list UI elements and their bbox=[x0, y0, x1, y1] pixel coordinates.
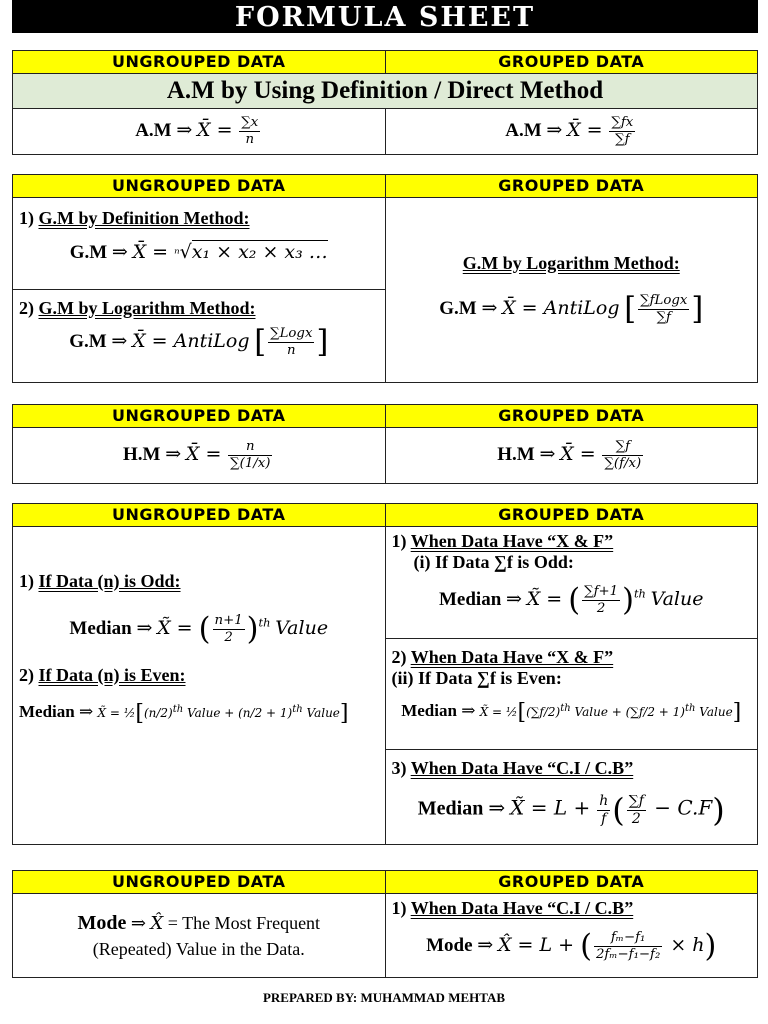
mode-g-num: 1) bbox=[391, 898, 407, 918]
gm-log-num-expr: ∑Logx bbox=[270, 326, 313, 342]
median-g1-value: Value bbox=[650, 587, 704, 610]
gm-root-expr: x₁ × x₂ × x₃ … bbox=[191, 241, 328, 263]
median-g1-num: 1) bbox=[391, 531, 407, 551]
gm-grouped-den: ∑f bbox=[656, 310, 671, 325]
hm-ungrouped-header: UNGROUPED DATA bbox=[13, 405, 386, 428]
median-even-value-1: Value bbox=[187, 705, 221, 720]
mode-table bbox=[12, 870, 758, 978]
hm-label: H.M bbox=[123, 443, 161, 465]
median-g2-title: When Data Have “X & F” bbox=[410, 647, 614, 667]
gm-log-title: G.M by Logarithm Method: bbox=[38, 298, 256, 318]
hm-grouped-formula: H.M ⇒ X̄ = $\frac{\sum f}{\sum(f/x)}$ bbox=[385, 428, 758, 484]
median-ungrouped-cell bbox=[13, 527, 386, 845]
gm-log-den-expr: n bbox=[286, 343, 296, 358]
median-odd-num-expr: n+1 bbox=[214, 613, 243, 629]
hm-table bbox=[12, 404, 758, 484]
gm-grouped-formula: G.M ⇒ X̄ = AntiLog [ $\frac{\text{∑fLogx}}{\sum f}$ ] bbox=[439, 292, 704, 327]
gm-label-log: G.M bbox=[69, 330, 107, 352]
median-g2-value-2: Value bbox=[699, 704, 733, 719]
mode-grouped-cell bbox=[385, 894, 758, 978]
median-g3-title: When Data Have “C.I / C.B” bbox=[410, 758, 634, 778]
am-ungrouped-formula: A.M ⇒ X̄ = $\frac{\sum x}{n}$ bbox=[13, 109, 386, 155]
median-g3-num: 3) bbox=[391, 758, 407, 778]
median-grouped-odd-formula: Median ⇒ X̃ = ( $\frac{\sum f+1}{2}$ )$^{th}$ Value bbox=[438, 583, 704, 618]
median-g1-sub: (i) If Data ∑f is Odd: bbox=[413, 552, 574, 572]
gm-log-num: 2) bbox=[19, 298, 34, 318]
median-table bbox=[12, 503, 758, 845]
mode-g-num-expr: fₘ−f₁ bbox=[594, 930, 662, 947]
mode-ungrouped-header: UNGROUPED DATA bbox=[13, 871, 386, 894]
hm-ungrouped-num: n bbox=[228, 439, 272, 456]
median-label-even: Median bbox=[19, 701, 75, 721]
mode-label-grouped: Mode bbox=[426, 934, 473, 956]
mode-label: Mode bbox=[77, 911, 127, 934]
hm-label-grouped: H.M bbox=[497, 443, 535, 465]
mode-g-den-expr: 2fₘ−f₁−f₂ bbox=[595, 947, 661, 962]
median-label-g2: Median bbox=[401, 700, 457, 720]
mode-ungrouped-cell: Mode ⇒ X̂ = The Most Frequent (Repeated) Value in the Data. bbox=[13, 894, 386, 978]
median-grouped-ci-cell bbox=[385, 750, 758, 845]
page-title: FORMULA SHEET bbox=[12, 0, 758, 33]
mode-grouped-formula: Mode ⇒ X̂ = L + ( $\frac{\text{fₘ−f₁}}{\text{2fₘ−f₁−f₂}}$ × h) bbox=[426, 929, 717, 964]
gm-definition-cell bbox=[13, 198, 386, 290]
gm-grouped-header: GROUPED DATA bbox=[385, 175, 758, 198]
median-even-num: 2) bbox=[19, 665, 34, 685]
median-even-formula: Median ⇒ X̃ = $\frac{1}{2}[(n/2)^{th}$ Value + $(n/2 + 1)^{th}$ Value] bbox=[19, 700, 349, 726]
am-label-grouped: A.M bbox=[505, 119, 542, 141]
median-g2-value-1: Value bbox=[574, 704, 608, 719]
gm-label: G.M bbox=[69, 242, 108, 263]
median-label-g3: Median bbox=[417, 797, 484, 820]
gm-ungrouped-header: UNGROUPED DATA bbox=[13, 175, 386, 198]
am-label: A.M bbox=[135, 119, 172, 141]
am-grouped-den: ∑f bbox=[615, 132, 630, 147]
median-odd-formula: Median ⇒ X̃ = ( $\frac{n+1}{2}$ )$^{th}$ Value bbox=[69, 612, 329, 647]
gm-antilog: AntiLog bbox=[173, 329, 250, 352]
mode-grouped-header: GROUPED DATA bbox=[385, 871, 758, 894]
gm-grouped-num: ∑fLogx bbox=[640, 293, 688, 309]
am-table bbox=[12, 50, 758, 155]
median-odd-value: Value bbox=[275, 616, 329, 639]
mode-text-2: (Repeated) Value in the Data. bbox=[92, 938, 305, 959]
median-g1-den-expr: 2 bbox=[596, 601, 606, 616]
median-ungrouped-header: UNGROUPED DATA bbox=[13, 504, 386, 527]
gm-label-grouped: G.M bbox=[439, 297, 477, 319]
mode-text-1: = The Most Frequent bbox=[167, 912, 321, 933]
median-g1-title: When Data Have “X & F” bbox=[410, 531, 614, 551]
median-odd-den-expr: 2 bbox=[224, 630, 233, 645]
hm-grouped-num: ∑f bbox=[602, 439, 643, 456]
hm-grouped-den: ∑(f/x) bbox=[604, 456, 642, 471]
gm-def-title: G.M by Definition Method: bbox=[38, 208, 250, 228]
median-even-value-2: Value bbox=[306, 705, 340, 720]
median-odd-title: If Data (n) is Odd: bbox=[38, 571, 181, 591]
median-g3-tail: C.F bbox=[677, 795, 713, 820]
gm-logarithm-cell bbox=[13, 290, 386, 383]
median-grouped-odd-cell bbox=[385, 527, 758, 639]
am-grouped-header: GROUPED DATA bbox=[385, 51, 758, 74]
median-g1-num-expr: ∑f+1 bbox=[584, 584, 619, 600]
gm-grouped-cell bbox=[385, 198, 758, 383]
gm-antilog-grouped: AntiLog bbox=[543, 296, 620, 319]
footer-credit: PREPARED BY: MUHAMMAD MEHTAB bbox=[262, 990, 506, 1005]
median-grouped-even-formula: Median ⇒ X̃ = $\frac{1}{2}[(\sum f/2)^{th}$ Value + $(\sum f/2 + 1)^{th}$ Value] bbox=[401, 699, 742, 725]
gm-logarithm-formula: G.M ⇒ X̄ = AntiLog [ $\frac{\text{∑Logx}}{n}$ ] bbox=[69, 325, 329, 360]
median-label: Median bbox=[69, 617, 132, 639]
median-grouped-ci-formula: Median ⇒ X̃ = L + $\frac{h}{f}$ ( $\frac{\sum f}{2}$ − C.F) bbox=[417, 791, 725, 829]
median-g2-num: 2) bbox=[391, 647, 407, 667]
am-ungrouped-header: UNGROUPED DATA bbox=[13, 51, 386, 74]
median-g2-sub: (ii) If Data ∑f is Even: bbox=[391, 668, 562, 688]
gm-table bbox=[12, 174, 758, 383]
median-odd-num: 1) bbox=[19, 571, 34, 591]
am-grouped-formula: A.M ⇒ X̄ = $\frac{\sum fx}{\sum f}$ bbox=[385, 109, 758, 155]
hm-grouped-header: GROUPED DATA bbox=[385, 405, 758, 428]
am-subtitle: A.M by Using Definition / Direct Method bbox=[13, 74, 758, 109]
hm-ungrouped-den: ∑(1/x) bbox=[230, 456, 271, 471]
median-even-title: If Data (n) is Even: bbox=[38, 665, 186, 685]
median-label-g1: Median bbox=[438, 588, 502, 610]
gm-grouped-title: G.M by Logarithm Method: bbox=[462, 253, 680, 273]
gm-definition-formula: G.M ⇒ X̄ = ⁿ√x₁ × x₂ × x₃ … bbox=[69, 241, 328, 263]
am-ungrouped-num: ∑x bbox=[241, 115, 259, 131]
am-grouped-num: ∑fx bbox=[611, 115, 634, 131]
hm-ungrouped-formula: H.M ⇒ X̄ = $\frac{n}{\sum(1/x)}$ bbox=[13, 428, 386, 484]
median-grouped-even-cell bbox=[385, 639, 758, 750]
am-ungrouped-den: n bbox=[245, 132, 255, 147]
mode-g-title: When Data Have “C.I / C.B” bbox=[410, 898, 634, 918]
median-grouped-header: GROUPED DATA bbox=[385, 504, 758, 527]
gm-def-num: 1) bbox=[19, 208, 34, 228]
